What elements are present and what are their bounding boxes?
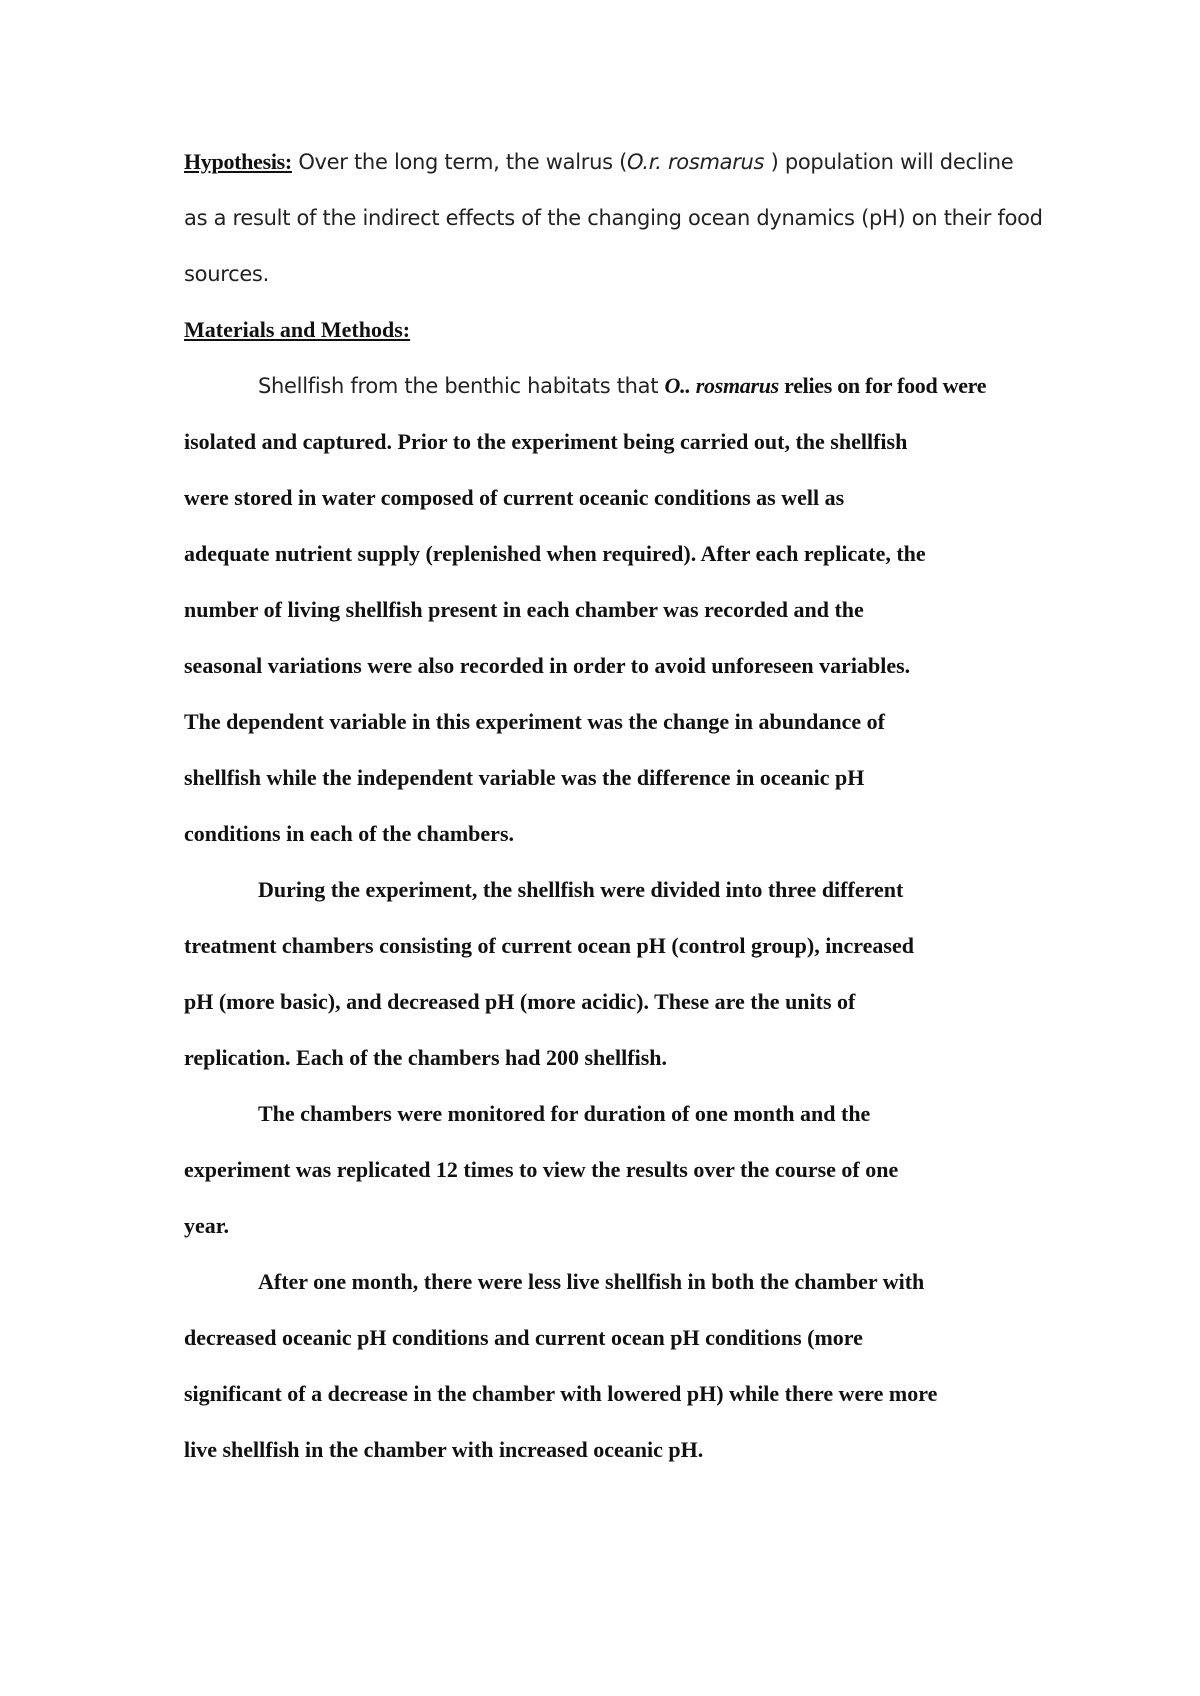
species-name: O.. rosmarus bbox=[664, 373, 779, 398]
methods-p1-line-5: number of living shellfish present in each chamber was recorded and the bbox=[184, 597, 864, 622]
methods-p2-line-1: During the experiment, the shellfish were divided into three different bbox=[258, 877, 904, 902]
methods-p2-line-3: pH (more basic), and decreased pH (more acidic). These are the units of bbox=[184, 989, 856, 1014]
methods-p1-line-6: seasonal variations were also recorded in order to avoid unforeseen variables. bbox=[184, 653, 911, 678]
methods-p1-line-1: Shellfish from the benthic habitats that O.. rosmarus relies on for food were bbox=[258, 373, 987, 398]
methods-p1-line-2: isolated and captured. Prior to the experiment being carried out, the shellfish bbox=[184, 429, 908, 454]
methods-p1-line-4: adequate nutrient supply (replenished when required). After each replicate, the bbox=[184, 541, 926, 566]
methods-p1-line-3: were stored in water composed of current oceanic conditions as well as bbox=[184, 485, 845, 510]
methods-p1-line-9: conditions in each of the chambers. bbox=[184, 821, 514, 846]
methods-p4-line-2: decreased oceanic pH conditions and current ocean pH conditions (more bbox=[184, 1325, 863, 1350]
hypothesis-line-3: sources. bbox=[184, 262, 269, 286]
methods-p1-line-8: shellfish while the independent variable was the difference in oceanic pH bbox=[184, 765, 865, 790]
methods-p4-line-1: After one month, there were less live shellfish in both the chamber with bbox=[258, 1269, 925, 1294]
methods-p3-line-1: The chambers were monitored for duration of one month and the bbox=[258, 1101, 871, 1126]
hypothesis-line-1: Hypothesis: Over the long term, the walrus (O.r. rosmarus ) population will decline bbox=[184, 149, 1014, 174]
methods-p3-line-3: year. bbox=[184, 1213, 230, 1238]
methods-heading: Materials and Methods: bbox=[184, 317, 411, 342]
methods-p4-line-3: significant of a decrease in the chamber with lowered pH) while there were more bbox=[184, 1381, 938, 1406]
methods-p3-line-2: experiment was replicated 12 times to view the results over the course of one bbox=[184, 1157, 899, 1182]
species-name: O.r. rosmarus bbox=[627, 150, 765, 174]
methods-p1-line-7: The dependent variable in this experiment was the change in abundance of bbox=[184, 709, 885, 734]
hypothesis-line-2: as a result of the indirect effects of the changing ocean dynamics (pH) on their food bbox=[184, 206, 1043, 230]
hypothesis-heading: Hypothesis: bbox=[184, 149, 292, 174]
methods-p2-line-4: replication. Each of the chambers had 200 shellfish. bbox=[184, 1045, 668, 1070]
methods-p4-line-4: live shellfish in the chamber with increased oceanic pH. bbox=[184, 1437, 704, 1462]
methods-p2-line-2: treatment chambers consisting of current ocean pH (control group), increased bbox=[184, 933, 914, 958]
